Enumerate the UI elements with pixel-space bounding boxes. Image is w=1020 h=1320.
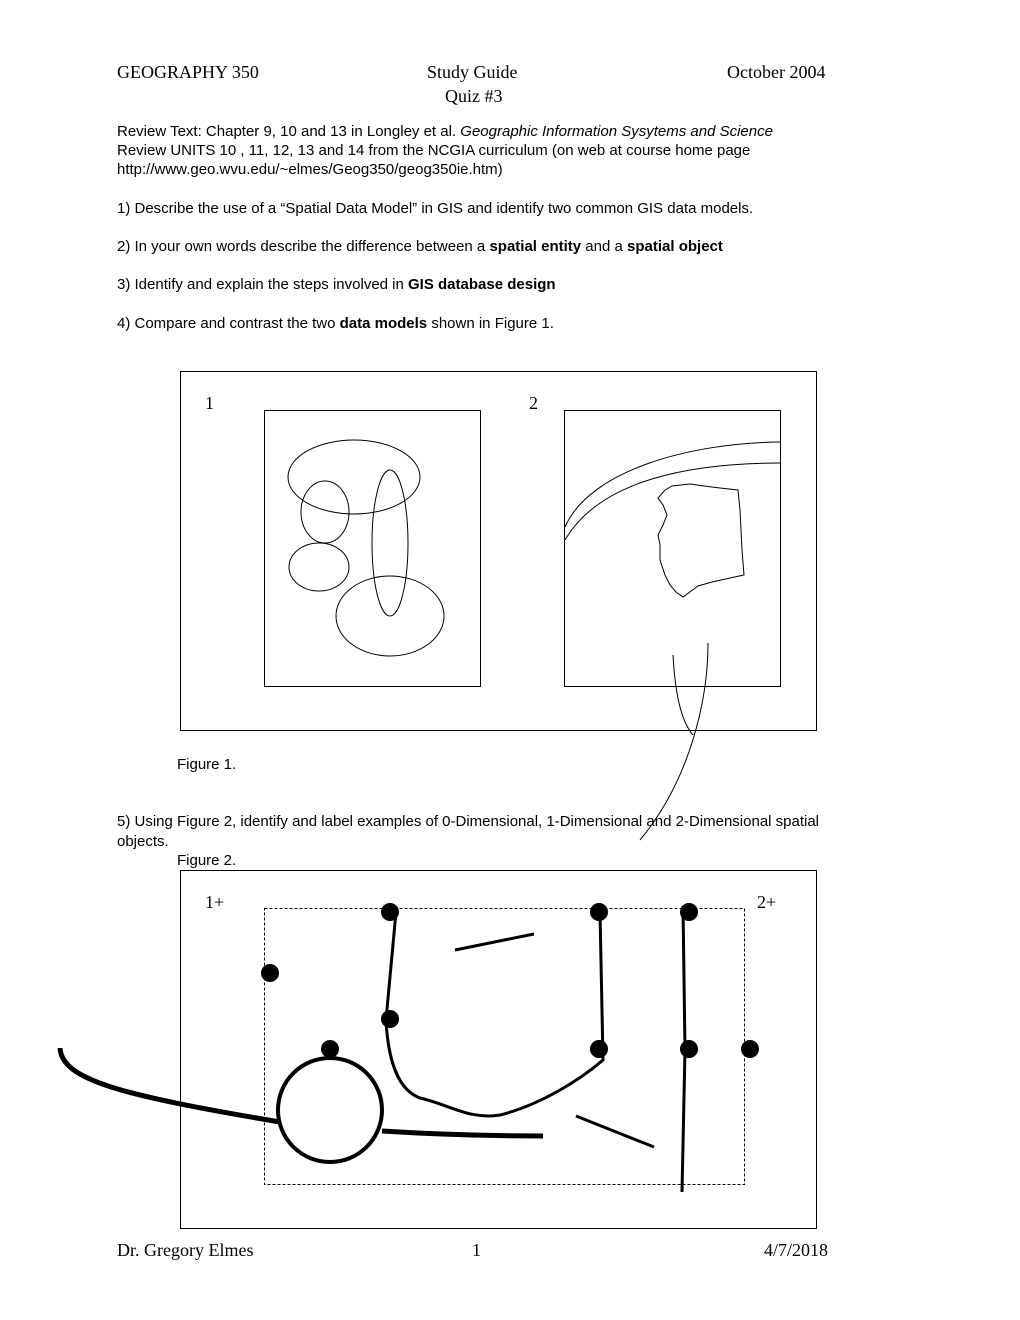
point-feature: [680, 1040, 698, 1058]
point-feature: [381, 1010, 399, 1028]
point-feature: [590, 1040, 608, 1058]
question-2-term-object: spatial object: [627, 238, 723, 255]
line-segment: [576, 1116, 654, 1147]
line-feature: [382, 1131, 543, 1136]
question-2-text: 2) In your own words describe the difference between a: [117, 238, 490, 255]
point-feature: [321, 1040, 339, 1058]
course-title: GEOGRAPHY 350: [117, 62, 259, 82]
question-4-text-end: shown in Figure 1.: [427, 315, 554, 332]
footer-date: 4/7/2018: [764, 1240, 829, 1260]
point-feature: [381, 903, 399, 921]
review-url-line: http://www.geo.wvu.edu/~elmes/Geog350/geog350ie.htm): [117, 161, 503, 178]
line-segment: [455, 934, 534, 950]
question-1: 1) Describe the use of a “Spatial Data Model” in GIS and identify two common GIS data models.: [117, 200, 754, 217]
question-2-conjunction: and a: [581, 238, 628, 255]
line-feature: [60, 1048, 280, 1122]
question-4-text: 4) Compare and contrast the two: [117, 315, 340, 332]
figure-2-frame: [181, 871, 817, 1229]
question-3-term: GIS database design: [408, 276, 556, 293]
review-text-prefix: Review Text: Chapter 9, 10 and 13 in Longley et al.: [117, 123, 461, 140]
question-2-term-entity: spatial entity: [489, 238, 582, 255]
question-4-term: data models: [339, 315, 428, 332]
point-feature: [590, 903, 608, 921]
point-feature: [741, 1040, 759, 1058]
quiz-number: Quiz #3: [445, 86, 503, 106]
figure-2-label-left: 1+: [205, 892, 225, 912]
figure-2-label-right: 2+: [757, 892, 777, 912]
figure-1-caption: Figure 1.: [177, 756, 237, 773]
figure-1-label-2: 2: [529, 393, 538, 413]
question-3-text: 3) Identify and explain the steps involved in: [117, 276, 409, 293]
point-feature: [680, 903, 698, 921]
review-units-line: Review UNITS 10 , 11, 12, 13 and 14 from the NCGIA curriculum (on web at course home page: [117, 142, 751, 159]
question-5: 5) Using Figure 2, identify and label examples of 0-Dimensional, 1-Dimensional and 2-Dimensional spatial: [117, 813, 820, 830]
point-feature: [261, 964, 279, 982]
footer-author: Dr. Gregory Elmes: [117, 1240, 254, 1260]
figure-1-label-1: 1: [205, 393, 214, 413]
document-title: Study Guide: [427, 62, 518, 82]
footer-page-number: 1: [472, 1240, 481, 1260]
area-feature-circle: [278, 1058, 382, 1162]
question-5-continued: objects.: [117, 833, 169, 850]
review-book-title: Geographic Information Sysytems and Science: [460, 123, 773, 140]
figure-2-caption: Figure 2.: [177, 852, 237, 869]
document-date: October 2004: [727, 62, 826, 82]
